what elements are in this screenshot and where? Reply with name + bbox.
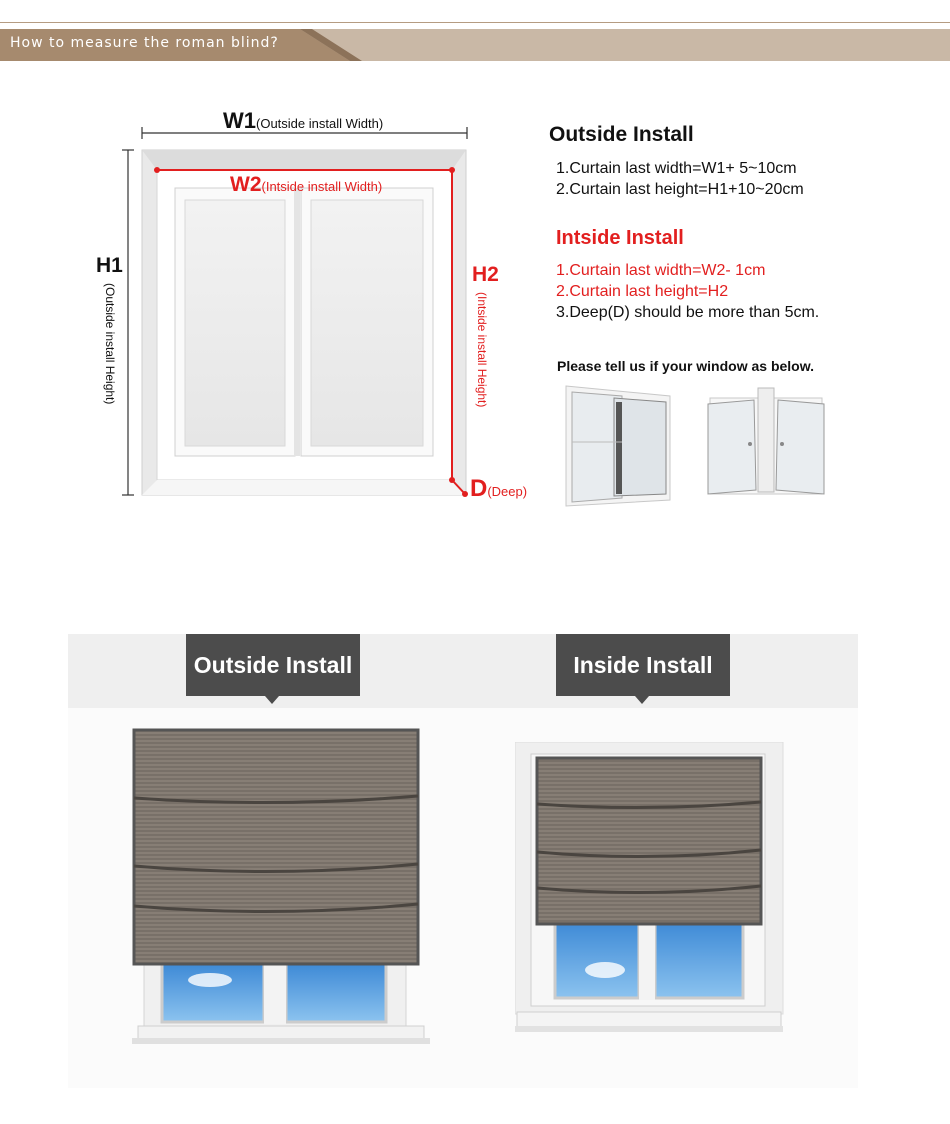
w1-label-group: [223, 108, 383, 134]
w2-note: (Intside install Width): [261, 179, 383, 194]
casement-window-image: [704, 384, 828, 500]
outside-install-list: [556, 158, 804, 200]
inside-install-list: [556, 260, 819, 323]
d-note: (Deep): [487, 484, 528, 499]
w2-label-group: [230, 173, 382, 197]
inside-install-heading: Intside Install: [556, 227, 684, 249]
inside-install-item: 1.Curtain last width=W2- 1cm: [556, 262, 766, 279]
outside-install-item: 1.Curtain last width=W1+ 5~10cm: [556, 160, 797, 177]
d-label: D: [470, 475, 488, 502]
d-label-group: [470, 475, 527, 503]
h2-note: (Intside install Height): [475, 292, 489, 408]
inside-install-photo: [515, 742, 785, 1042]
h1-note: (Outside install Height): [103, 283, 117, 405]
inside-install-item: 3.Deep(D) should be more than 5cm.: [556, 304, 820, 321]
h2-label: H2: [472, 263, 499, 286]
w1-label: W1: [223, 108, 256, 133]
header-top-line: [0, 22, 950, 23]
outside-install-photo: [130, 728, 430, 1048]
w1-note: (Outside install Width): [256, 116, 384, 131]
inside-install-tag: Inside Install: [556, 634, 730, 696]
outside-install-heading: Outside Install: [549, 123, 694, 146]
outside-install-tag-pointer: [265, 696, 279, 704]
h1-label: H1: [96, 254, 123, 277]
inside-install-tag-pointer: [635, 696, 649, 704]
w2-label: W2: [230, 173, 262, 196]
window-type-prompt: Please tell us if your window as below.: [557, 358, 814, 374]
sliding-window-image: [562, 382, 674, 508]
outside-install-item: 2.Curtain last height=H1+10~20cm: [556, 181, 804, 198]
header-title: How to measure the roman blind?: [10, 35, 279, 51]
inside-install-item: 2.Curtain last height=H2: [556, 283, 729, 300]
outside-install-tag: Outside Install: [186, 634, 360, 696]
